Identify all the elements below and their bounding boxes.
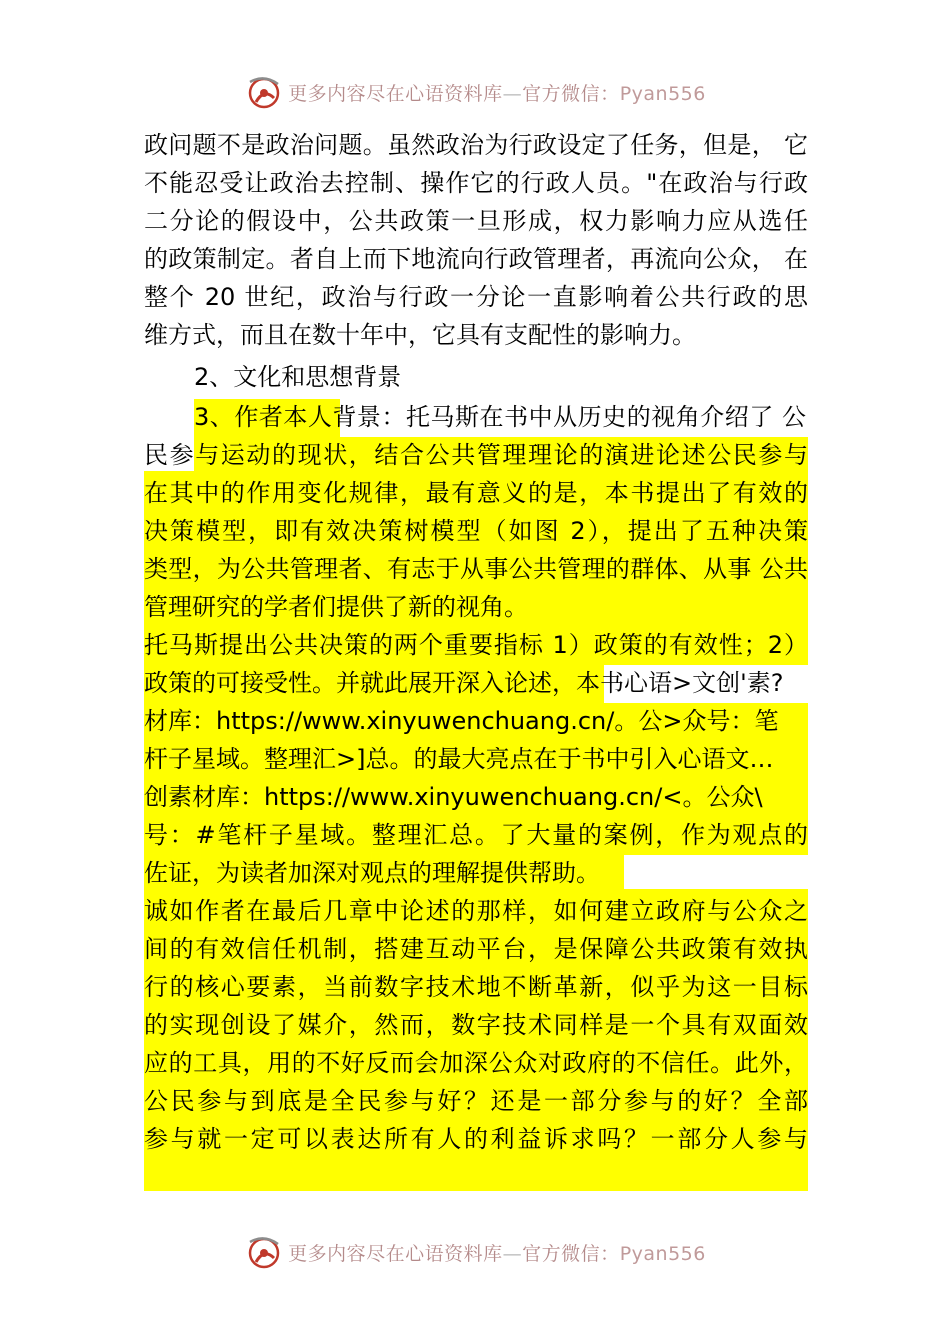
text-line: 类型，为公共管理者、有志于从事公共管理的群体、从事 公共 <box>144 555 808 583</box>
logo-icon <box>244 72 284 112</box>
text-line: 在其中的作用变化规律，最有意义的是，本书提出了有效的 <box>144 479 808 507</box>
text-line: 杆子星域。整理汇>]总。的最大亮点在于书中引入心语文… <box>144 745 774 773</box>
text-line: 行的核心要素，当前数字技术地不断革新，似乎为这一目标 <box>144 973 808 1001</box>
text-line: 不能忍受让政治去控制、操作它的行政人员。"在政治与行政 <box>144 169 808 197</box>
text-line: 维方式，而且在数十年中，它具有支配性的影响力。 <box>144 321 696 349</box>
text-line: 管理研究的学者们提供了新的视角。 <box>144 593 528 621</box>
text-line: 应的工具，用的不好反而会加深公众对政府的不信任。此外， <box>144 1049 808 1077</box>
logo-icon <box>244 1232 284 1272</box>
text-line: 托马斯提出公共决策的两个重要指标 1）政策的有效性；2） <box>144 631 808 659</box>
text-line: 3、作者本人背景：托马斯在书中从历史的视角介绍了 公 <box>194 403 806 431</box>
text-line: 政策的可接受性。并就此展开深入论述，本书心语>文创'素? <box>144 669 784 697</box>
section-heading: 2、文化和思想背景 <box>194 363 402 391</box>
text-line: 政问题不是政治问题。虽然政治为行政设定了任务，但是， 它 <box>144 131 808 159</box>
text-line: 民参与运动的现状，结合公共管理理论的演进论述公民参与 <box>144 441 808 469</box>
page-header <box>0 72 950 112</box>
text-line: 佐证，为读者加深对观点的理解提供帮助。 <box>144 859 600 887</box>
text-line: 的实现创设了媒介，然而，数字技术同样是一个具有双面效 <box>144 1011 808 1039</box>
text-line: 公民参与到底是全民参与好？还是一部分参与的好？全部 <box>144 1087 808 1115</box>
text-line: 间的有效信任机制，搭建互动平台，是保障公共政策有效执 <box>144 935 808 963</box>
text-line: 号：#笔杆子星域。整理汇总。了大量的案例，作为观点的 <box>144 821 808 849</box>
text-line: 的政策制定。者自上而下地流向行政管理者，再流向公众， 在 <box>144 245 808 273</box>
text-line: 参与就一定可以表达所有人的利益诉求吗？一部分人参与 <box>144 1125 808 1153</box>
text-line: 创素材库：https://www.xinyuwenchuang.cn/<。公众\ <box>144 783 763 811</box>
page-footer <box>0 1232 950 1272</box>
text-line: 决策模型，即有效决策树模型（如图 2），提出了五种决策 <box>144 517 808 545</box>
header-banner: 更多内容尽在心语资料库—官方微信：Pyan556 <box>288 82 706 105</box>
text-line: 材库：https://www.xinyuwenchuang.cn/。公>众号：笔 <box>144 707 779 735</box>
text-line: 二分论的假设中，公共政策一旦形成，权力影响力应从选任 <box>144 207 808 235</box>
text-line: 整个 20 世纪，政治与行政一分论一直影响着公共行政的思 <box>144 283 808 311</box>
text-line: 诚如作者在最后几章中论述的那样，如何建立政府与公众之 <box>144 897 808 925</box>
footer-banner: 更多内容尽在心语资料库—官方微信：Pyan556 <box>288 1242 706 1265</box>
